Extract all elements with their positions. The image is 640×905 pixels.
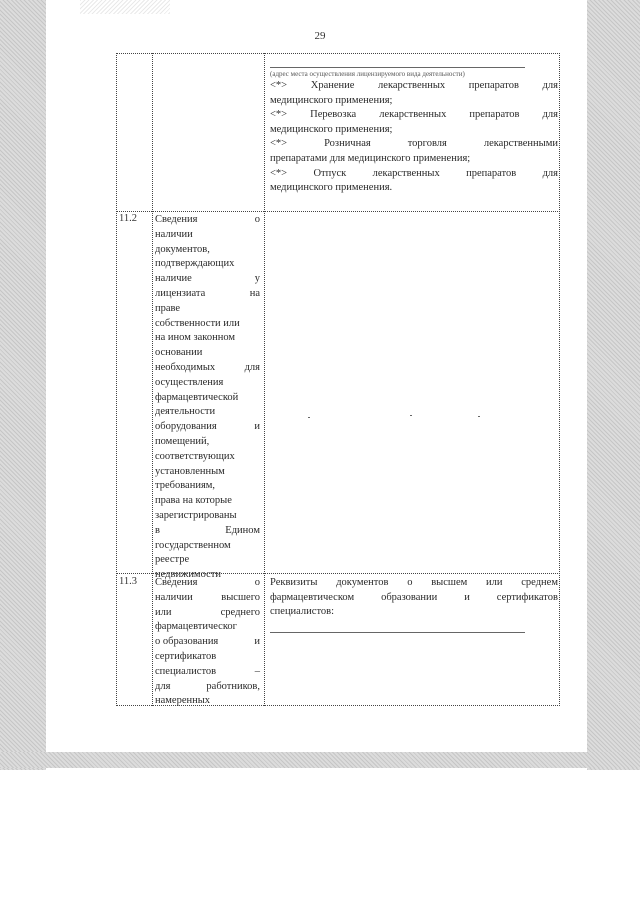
text-word: Сведения xyxy=(155,577,198,588)
label-line xyxy=(155,361,260,376)
scan-border-left xyxy=(0,0,46,770)
text-word: намеренных xyxy=(155,695,211,707)
text-word: фармацевтическог xyxy=(155,621,237,633)
page-number: 29 xyxy=(314,30,326,42)
text-word: соответствующих xyxy=(155,450,235,462)
text-line xyxy=(270,605,558,620)
label-line xyxy=(155,553,260,568)
text-word: на ином законном xyxy=(155,332,236,344)
text-word: подтверждающих xyxy=(155,258,235,270)
scan-speck xyxy=(308,417,310,418)
text-word: или xyxy=(155,606,172,618)
label-line xyxy=(155,317,260,332)
label-line xyxy=(155,213,260,228)
text-word: для xyxy=(244,361,260,373)
text-word: деятельности xyxy=(155,406,216,418)
label-line xyxy=(155,272,260,287)
label-line xyxy=(155,576,260,591)
label-line xyxy=(155,635,260,650)
row-text-11-3 xyxy=(270,576,558,620)
text-word: недвижимости xyxy=(155,569,221,581)
text-word: лекарственных xyxy=(378,80,446,91)
text-word: помещений, xyxy=(155,435,210,447)
row-number: 11.2 xyxy=(119,213,137,224)
text-word: образовании xyxy=(381,591,438,603)
label-line xyxy=(155,494,260,509)
address-caption: (адрес места осуществления лицензируемого вида деятельности) xyxy=(270,70,465,78)
text-line xyxy=(270,591,558,606)
label-line xyxy=(155,391,260,406)
text-word: осуществления xyxy=(155,376,224,388)
text-word: сертификатов xyxy=(155,650,217,662)
text-word: препаратов xyxy=(469,109,520,121)
specialists-fill-line[interactable] xyxy=(270,632,525,633)
table-border-left xyxy=(116,53,117,706)
text-word: для xyxy=(155,680,171,692)
text-word: специалистов xyxy=(155,665,217,677)
text-word: среднем xyxy=(521,577,558,588)
text-word: наличии xyxy=(155,228,193,240)
text-word: или xyxy=(486,577,503,588)
text-word: праве xyxy=(155,302,181,314)
text-word: высшего xyxy=(221,591,260,603)
text-word: о xyxy=(407,577,413,588)
text-word: Едином xyxy=(225,524,260,536)
text-word: документов xyxy=(336,577,389,588)
text-word: фармацевтической xyxy=(155,391,239,403)
text-word: о образования xyxy=(155,636,219,648)
label-line xyxy=(155,257,260,272)
activity-list xyxy=(270,79,558,196)
text-word: на xyxy=(249,287,260,299)
text-word: специалистов: xyxy=(270,606,335,618)
label-line xyxy=(155,524,260,539)
text-word: Розничная xyxy=(324,138,371,150)
text-word: необходимых xyxy=(155,361,216,373)
text-word: <*> xyxy=(270,138,288,150)
label-line xyxy=(155,405,260,420)
text-word: препаратов xyxy=(468,80,519,91)
label-line xyxy=(155,665,260,680)
text-word: лекарственных xyxy=(372,167,440,179)
activity-item xyxy=(270,108,558,123)
top-row-text xyxy=(270,70,558,196)
text-word: высшем xyxy=(431,577,468,588)
text-word: для xyxy=(542,80,558,91)
label-line xyxy=(155,591,260,606)
label-line xyxy=(155,450,260,465)
text-word: Перевозка xyxy=(310,109,357,121)
text-word: – xyxy=(254,665,260,677)
label-line xyxy=(155,346,260,361)
row-number: 11.3 xyxy=(119,576,137,587)
text-line xyxy=(270,576,558,591)
label-line xyxy=(155,694,260,709)
text-word: и xyxy=(464,591,470,603)
text-word: Отпуск xyxy=(313,167,347,179)
activity-item xyxy=(270,137,558,152)
text-word: наличие xyxy=(155,273,192,285)
text-word: требованиям, xyxy=(155,480,216,492)
table-column-divider xyxy=(152,53,153,706)
activity-item xyxy=(270,79,558,94)
text-word: наличии xyxy=(155,591,193,603)
text-word: <*> xyxy=(270,109,288,121)
label-line xyxy=(155,539,260,554)
text-word: работников, xyxy=(206,680,260,692)
text-word: собственности или xyxy=(155,317,240,329)
table-row-divider xyxy=(116,211,560,212)
row-label-11-2 xyxy=(155,213,260,583)
table-column-divider xyxy=(264,53,265,706)
text-word: торговля xyxy=(407,138,447,150)
scan-border-bottom xyxy=(0,752,640,768)
activity-item-continuation: медицинского применения; xyxy=(270,123,393,135)
row-label-11-3 xyxy=(155,576,260,709)
text-word: Сведения xyxy=(155,214,198,225)
text-word: зарегистрированы xyxy=(155,509,237,521)
text-word: основании xyxy=(155,347,203,359)
label-line xyxy=(155,479,260,494)
text-word: установленным xyxy=(155,465,225,477)
label-line xyxy=(155,376,260,391)
label-line xyxy=(155,331,260,346)
label-line xyxy=(155,650,260,665)
address-underline xyxy=(270,67,525,68)
text-word: реестре xyxy=(155,554,190,566)
label-line xyxy=(155,420,260,435)
label-line xyxy=(155,620,260,635)
scan-speck xyxy=(410,415,412,416)
scan-speck xyxy=(478,416,480,417)
text-word: и xyxy=(254,636,260,648)
text-word: права на которые xyxy=(155,495,232,507)
text-word: государственном xyxy=(155,539,231,551)
text-word: Хранение xyxy=(310,80,355,91)
text-word: Реквизиты xyxy=(270,577,318,588)
text-word: оборудования xyxy=(155,421,217,433)
text-word: лицензиата xyxy=(155,287,206,299)
table-border-right xyxy=(559,53,560,706)
text-word: лекарственными xyxy=(483,138,558,150)
text-word: для xyxy=(542,167,558,179)
label-line xyxy=(155,287,260,302)
scan-border-right xyxy=(587,0,640,770)
text-word: <*> xyxy=(270,167,288,179)
label-line xyxy=(155,302,260,317)
text-word: документов, xyxy=(155,243,210,255)
text-word: о xyxy=(254,214,260,225)
activity-item-continuation: медицинского применения. xyxy=(270,182,393,194)
activity-item xyxy=(270,167,558,182)
text-word: в xyxy=(155,524,160,536)
label-line xyxy=(155,509,260,524)
label-line xyxy=(155,465,260,480)
text-word: и xyxy=(254,421,260,433)
text-word: у xyxy=(254,273,260,285)
label-line xyxy=(155,606,260,621)
text-word: сертификатов xyxy=(496,591,558,603)
label-line xyxy=(155,435,260,450)
table-border-top xyxy=(116,53,560,54)
text-word: <*> xyxy=(270,80,288,91)
text-word: лекарственных xyxy=(379,109,447,121)
label-line xyxy=(155,228,260,243)
activity-item-continuation: медицинского применения; xyxy=(270,94,393,106)
text-word: о xyxy=(254,577,260,588)
label-line xyxy=(155,243,260,258)
text-word: препаратов xyxy=(466,167,517,179)
label-line xyxy=(155,680,260,695)
text-word: среднего xyxy=(220,606,260,618)
text-word: фармацевтическом xyxy=(270,591,355,603)
scan-smudge xyxy=(80,0,170,14)
text-word: для xyxy=(542,109,558,121)
activity-item-continuation: препаратами для медицинского применения; xyxy=(270,152,471,164)
